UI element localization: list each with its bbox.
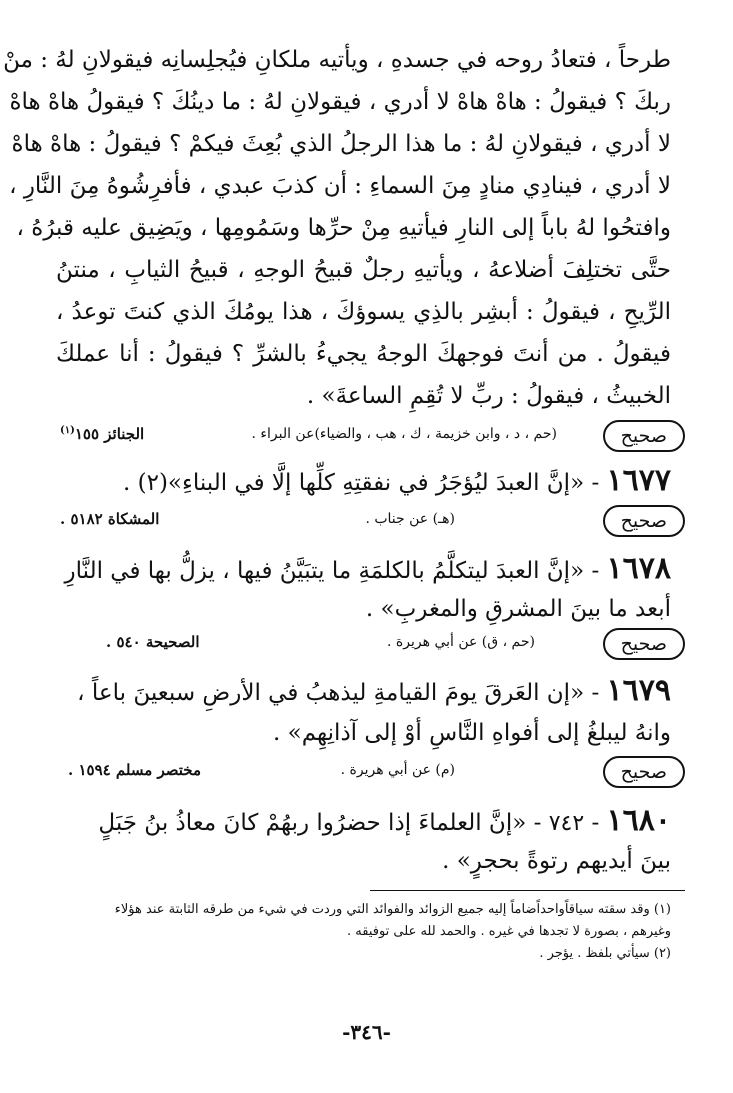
source-line [56,505,685,539]
grade-badge: صحيح [603,756,685,788]
text-line: طرحاً ، فتعادُ روحه في جسدهِ ، ويأتيه ملكانِ فيُجلِسانِه فيقولانِ لهُ : منْ [3,47,671,73]
footnote: (٢) سيأتي بلفظ . يؤجر . [539,946,671,961]
text-line: لا أدري ، فينادِي منادٍ مِنَ السماءِ : أن كذبَ عبدي ، فأفرِشُوهُ مِنَ النَّارِ ، [9,173,671,199]
hadith-1678 [56,551,671,586]
hadith-text: - «إن العَرقَ يومَ القيامةِ ليذهبُ في الأرضِ سبعينَ باعاً ، [77,680,600,706]
text-line: الخبيثُ ، فيقولُ : ربِّ لا تُقِمِ الساعةَ» . [306,383,671,409]
text-line: حتَّى تختلِفَ أضلاعهُ ، ويأتيهِ رجلٌ قبيحُ الوجهِ ، قبيحُ الثيابِ ، منتنُ [56,257,671,283]
hadith-number: ١٦٧٨ [606,551,671,586]
text-line: بينَ أيديهم رتوةً بحجرٍ» . [442,848,671,874]
source-line [56,756,685,790]
text-line: لا أدري ، فيقولانِ لهُ : ما هذا الرجلُ الذي بُعِثَ فيكمْ ؟ فيقولُ : هاهْ هاهْ [11,131,671,157]
footnote-mark: (١) [60,425,75,436]
hadith-1677 [56,463,671,498]
grade-badge: صحيح [603,505,685,537]
reference: الجنائز ١٥٥$^{(١)}$ [60,425,145,443]
hadith-number: ١٦٧٩ [606,673,671,708]
hadith-number: ١٦٨٠ [606,803,671,838]
grade-badge: صحيح [603,420,685,452]
hadith-text: - «إنَّ العلماءَ إذا حضرُوا ربهُمْ كانَ معاذُ بنُ جَبَلٍ [98,810,542,836]
hadith-number: ١٦٧٧ [606,463,671,498]
hadith-1680: ١٦٨٠ - ٧٤٢ - «إنَّ العلماءَ إذا حضرُوا ربهُمْ كانَ معاذُ بنُ جَبَلٍ [98,803,671,838]
grade-badge: صحيح [603,628,685,660]
source-line [56,628,685,662]
source-text: (م) عن أبي هريرة . [340,762,455,778]
footnote: وغيرهم ، بصورة لا تجدها في غيره . والحمد لله على توفيقه . [347,924,671,939]
hadith-text: - «إنَّ العبدَ ليتكلَّمُ بالكلمَةِ ما يتبَيَّنُ فيها ، يزلُّ بها في النَّارِ [64,558,600,584]
reference: مختصر مسلم ١٥٩٤ . [68,761,202,779]
secondary-number: ٧٤٢ [548,811,585,836]
text-line: وانهُ ليبلغُ إلى أفواهِ النَّاسِ أوْ إلى آذانِهِم» . [273,720,671,746]
source-text: (هـ) عن جناب . [365,511,455,527]
source-text: (حم ، ق) عن أبي هريرة . [387,634,535,650]
hadith-1679 [56,673,671,708]
page-number: -٣٤٦- [342,1020,391,1044]
footnote: (١) وقد سقته سياقاًواحداًضاماً إليه جميع الزوائد والفوائد التي وردت في شيء من طرقه الثابتة عند هؤلاء [114,902,671,917]
reference: الصحيحة ٥٤٠ . [106,633,200,651]
text-line: وافتحُوا لهُ باباً إلى النارِ فيأتيهِ مِنْ حرِّها وسَمُومِها ، ويَضِيق عليه قبرُهُ ، [16,215,671,241]
source-line [56,420,685,454]
text-line: فيقولُ . من أنتَ فوجهكَ الوجهُ يجيءُ بالشرِّ ؟ فيقولُ : أنا عملكَ [56,341,671,367]
reference: المشكاة ٥١٨٢ . [60,510,160,528]
text-line: ربكَ ؟ فيقولُ : هاهْ هاهْ لا أدري ، فيقولانِ لهُ : ما دينُكَ ؟ فيقولُ هاهْ هاهْ [9,89,671,115]
text-line: الرِّيحِ ، فيقولُ : أبشِر بالذِي يسوؤكَ ، هذا يومُكَ الذي كنتَ توعدُ ، [56,299,671,325]
hadith-text: - «إنَّ العبدَ ليُؤجَرُ في نفقتِهِ كلِّها إلَّا في البناءِ»(٢) . [122,470,600,496]
text-line: أبعد ما بينَ المشرقِ والمغربِ» . [365,596,671,622]
source-text: (حم ، د ، وابن خزيمة ، ك ، هب ، والضياء)عن البراء . [251,426,557,442]
footnote-divider [370,890,685,891]
